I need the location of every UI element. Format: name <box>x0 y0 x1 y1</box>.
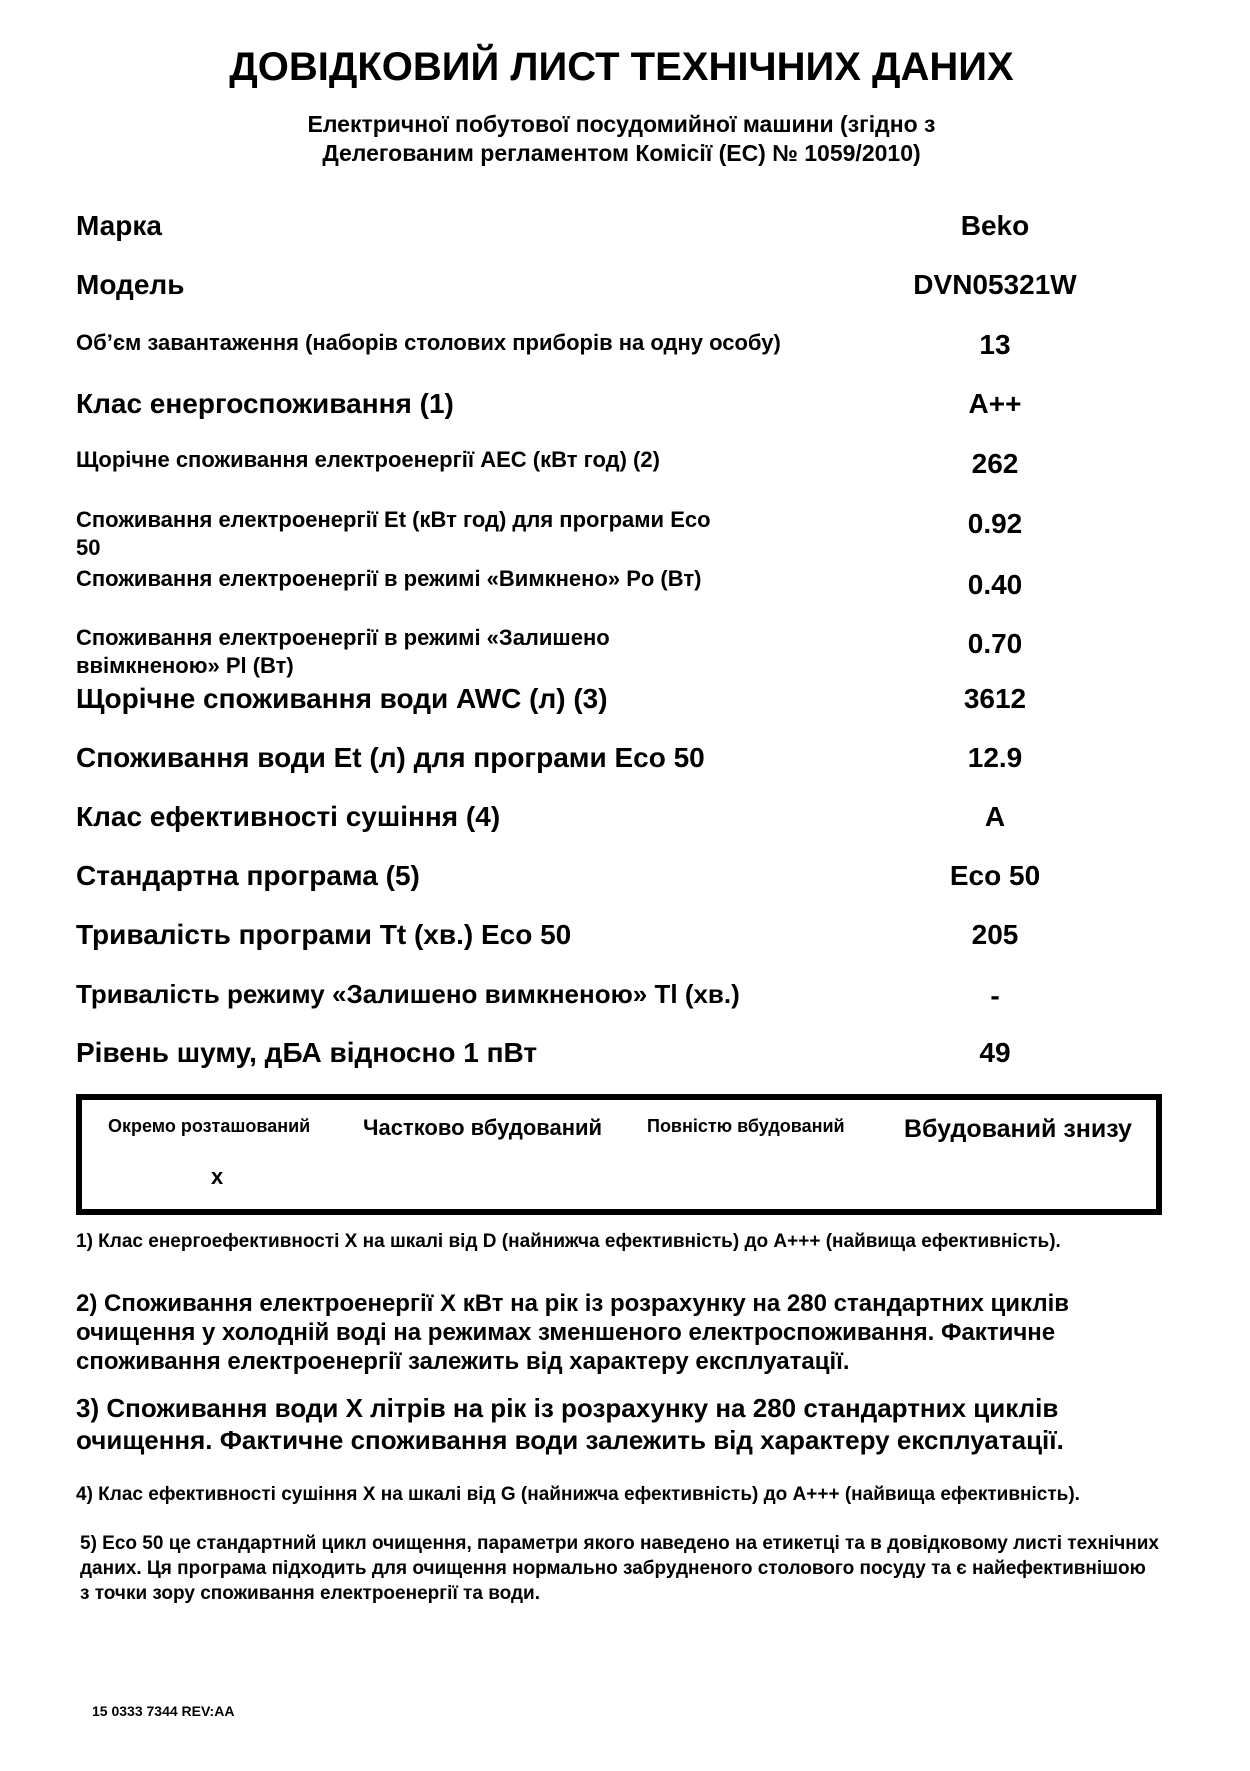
footnote-1: 1) Клас енергоефективності X на шкалі від D (найнижча ефективність) до A+++ (найвища ефективність). <box>76 1231 1061 1252</box>
page-title: ДОВІДКОВИЙ ЛИСТ ТЕХНІЧНИХ ДАНИХ <box>229 45 1014 89</box>
spec-value: 262 <box>971 448 1019 479</box>
footnote-4: 4) Клас ефективності сушіння X на шкалі від G (найнижча ефективність) до A+++ (найвища ефективність). <box>76 1484 1080 1505</box>
spec-label: Тривалість режиму «Залишено вимкненою» Tl (хв.) <box>76 979 740 1009</box>
installation-type-box <box>76 1094 1162 1215</box>
spec-label: Щорічне споживання електроенергії AEC (кВт год) (2) <box>76 447 660 472</box>
subtitle-line-1: Електричної побутової посудомийної машини (згідно з <box>307 111 936 137</box>
spec-value: 3612 <box>963 683 1027 714</box>
spec-value: 13 <box>979 329 1011 360</box>
installation-fully-built-in: Повністю вбудований <box>647 1116 845 1136</box>
page-subtitle <box>0 110 1243 168</box>
spec-label: Щорічне споживання води AWC (л) (3) <box>76 683 608 714</box>
spec-value: A++ <box>968 388 1022 419</box>
footnote-5: 5) Eco 50 це стандартний цикл очищення, параметри якого наведено на етикетці та в довідковому листі технічних даних. Ця програма підходить для очищення нормально забрудненого столового посуду та є найефективнішою з точки зору споживання електроенергії та води. <box>80 1533 1159 1604</box>
spec-label: Стандартна програма (5) <box>76 860 420 891</box>
installation-partly-built-in: Частково вбудований <box>363 1115 603 1140</box>
spec-value: - <box>990 980 1000 1011</box>
spec-label: Споживання електроенергії в режимі «Залишено ввімкненою» Pl (Вт) <box>76 625 610 678</box>
spec-label: Споживання води Et (л) для програми Eco 50 <box>76 742 705 773</box>
spec-label: Споживання електроенергії Et (кВт год) для програми Eco 50 <box>76 507 711 560</box>
spec-value: A <box>984 801 1006 832</box>
spec-label: Модель <box>76 269 185 300</box>
spec-value: 12.9 <box>967 742 1023 773</box>
spec-label: Марка <box>76 210 162 241</box>
installation-freestanding: Окремо розташований <box>108 1116 311 1136</box>
footnote-3: 3) Споживання води X літрів на рік із розрахунку на 280 стандартних циклів очищення. Фактичне споживання води залежить від характеру експлуатації. <box>76 1393 1064 1455</box>
footnote-2: 2) Споживання електроенергії X кВт на рік із розрахунку на 280 стандартних циклів очищення у холодній воді на режимах зменшеного електроспоживання. Фактичне споживання електроенергії залежить від характеру експлуатації. <box>76 1290 1069 1375</box>
installation-selected-mark: x <box>211 1164 224 1189</box>
spec-label: Тривалість програми Tt (хв.) Eco 50 <box>76 919 572 950</box>
document-id: 15 0333 7344 REV:AA <box>92 1703 235 1719</box>
spec-label: Клас енергоспоживання (1) <box>76 388 454 419</box>
spec-value: Beko <box>960 210 1030 241</box>
spec-label: Об’єм завантаження (наборів столових приборів на одну особу) <box>76 330 781 355</box>
spec-value: DVN05321W <box>913 269 1077 300</box>
spec-value: 205 <box>971 919 1019 950</box>
spec-value: Eco 50 <box>949 860 1041 891</box>
spec-value: 49 <box>979 1037 1011 1068</box>
spec-label: Клас ефективності сушіння (4) <box>76 801 501 832</box>
spec-label: Споживання електроенергії в режимі «Вимкнено» Po (Вт) <box>76 566 702 591</box>
spec-value: 0.70 <box>967 628 1023 659</box>
spec-label: Рівень шуму, дБА відносно 1 пВт <box>76 1037 538 1068</box>
spec-value: 0.92 <box>967 508 1023 539</box>
subtitle-line-2: Делегованим регламентом Комісії (ЕС) № 1059/2010) <box>322 140 921 166</box>
spec-value: 0.40 <box>967 569 1023 600</box>
installation-built-under: Вбудований знизу <box>904 1115 1132 1143</box>
